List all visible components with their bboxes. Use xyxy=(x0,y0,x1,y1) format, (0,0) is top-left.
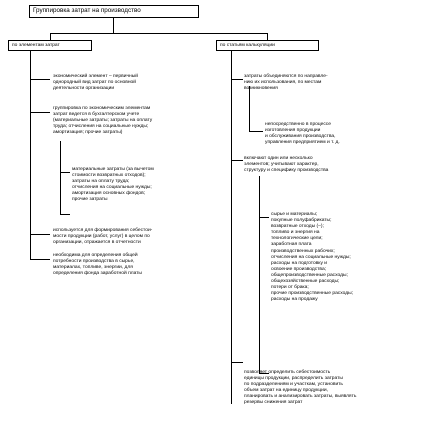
tree-line xyxy=(259,217,269,218)
tree-line xyxy=(231,79,243,80)
tree-line xyxy=(60,214,70,215)
connector-line xyxy=(113,18,114,33)
tree-line xyxy=(231,362,243,363)
root-title: Группировка затрат на производство xyxy=(33,7,141,14)
left-group-4: необходима для определения общей потребности производства в сырье, материалах, топливе, энергии, для определения фонда заработной платы xyxy=(53,253,142,277)
left-heading: по элементам затрат xyxy=(12,43,60,48)
tree-line xyxy=(231,160,243,161)
tree-line xyxy=(30,79,50,80)
right-heading: по статьям калькуляции xyxy=(220,43,275,48)
connector-line xyxy=(50,33,51,40)
tree-line xyxy=(259,176,260,374)
right-group-1: затраты объединяются по направле- нию их использования, по местам возникновения xyxy=(244,74,328,92)
connector-line xyxy=(267,33,268,40)
left-group-1: экономический элемент – первичный однородный вид затрат по основной деятельности организации xyxy=(53,74,138,92)
tree-line xyxy=(249,131,263,132)
tree-line xyxy=(249,86,250,131)
tree-line xyxy=(231,51,232,404)
root-title-box xyxy=(29,5,199,18)
tree-line xyxy=(30,234,50,235)
right-items-list: сырье и материалы; покупные полуфабрикаты; возвратные отходы (–); топливо и энергия на технологические цели; заработная плата производственных рабочих; отчисления на социальные нужды; расходы на подготовку и освоение производства; общепроизводственные расходы; общехозяйственные расходы; потери от брака; прочие производственные расходы; расходы на продажу xyxy=(271,212,353,303)
right-group-2: непосредственно в процессе изготовления продукции и обслуживания производства, управления предприятием и т. д. xyxy=(265,122,340,146)
right-heading-box xyxy=(216,40,319,51)
tree-line xyxy=(60,172,70,173)
right-group-3: включают один или несколько элементов; учитывают характер, структуру и специфику производства xyxy=(244,156,329,174)
tree-line xyxy=(60,141,61,215)
left-heading-box xyxy=(8,40,92,51)
left-elements-list: материальные затраты (за вычетом стоимости возвратных отходов); затраты на оплату труда; отчисления на социальные нужды; амортизация основных фондов; прочие затраты xyxy=(72,167,154,203)
tree-line xyxy=(30,112,50,113)
right-group-4: позволяет определить себестоимость единицы продукции, распределить затраты по подразделениям и участкам, установить объем затрат на единицу продукции, планировать и анализировать затраты, выявлять резервы снижения затрат xyxy=(244,370,357,406)
tree-line xyxy=(30,51,31,259)
left-group-2: группировка по экономическим элементам затрат ведется в бухгалтерском учете (материальные затраты; затраты на оплату труда; отчисления на социальные нужды; амортизация; прочие затраты) xyxy=(53,106,153,136)
tree-line xyxy=(30,259,50,260)
left-group-3: используется для формирования себестои- мости продукции (работ, услуг) в целом по организации, отражается в отчетности xyxy=(53,228,153,246)
connector-line xyxy=(50,33,267,34)
